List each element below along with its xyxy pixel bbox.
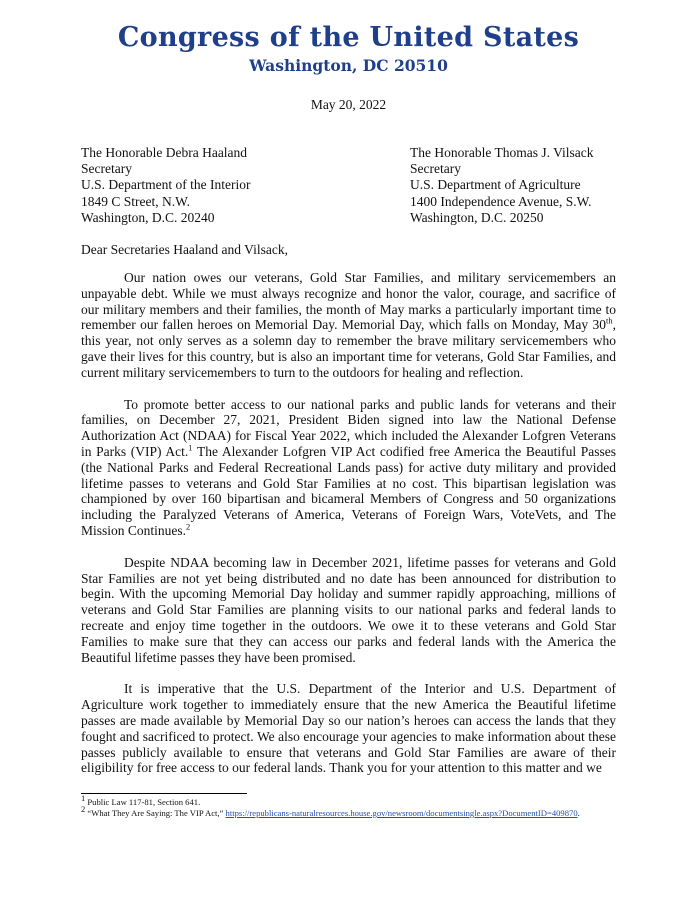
recipient-title: Secretary — [410, 161, 461, 177]
paragraph-text: The Alexander Lofgren VIP Act codified free America the Beautiful Passes (the National Parks and Federal Recreational Lands pass) for active duty military and provided lifetime passes to veterans and Gold Star Families at no cost. This bipartisan legislation was championed by over 160 bipartisan and bicameral Members of Congress and 50 organizations including the Paralyzed Veterans of America, Veterans of Foreign Wars, VoteVets, and The Mission Continues. — [81, 443, 616, 538]
paragraph-text: , this year, not only serves as a solemn day to remember the brave military servicemembers who gave their lives for this country, but is also an important time for veterans, Gold Star Families, and current military servicemembers to turn to the outdoors for healing and reflection. — [81, 317, 616, 380]
letterhead-title: Congress of the United States — [117, 22, 580, 53]
paragraph-1 — [81, 270, 616, 381]
recipient-title: Secretary — [81, 161, 132, 177]
recipient-address-left — [81, 145, 250, 226]
salutation: Dear Secretaries Haaland and Vilsack, — [81, 242, 288, 257]
footnote-text: “What They Are Saying: The VIP Act,” — [85, 808, 226, 818]
recipient-name: The Honorable Debra Haaland — [81, 145, 248, 160]
footnote-divider — [81, 793, 247, 794]
paragraph-2 — [81, 397, 616, 539]
paragraph-text: To promote better access to our national parks and public lands for veterans and their families, on December 27, 2021, President Biden signed into law the National Defense Authorization Act (NDAA) for Fiscal Year 2022, which included the Alexander Lofgren Veterans in Parks (VIP) Act. — [81, 396, 616, 459]
recipient-city: Washington, D.C. 20240 — [81, 209, 215, 225]
paragraph-4: It is imperative that the U.S. Department of the Interior and U.S. Department of Agriculture work together to immediately ensure that the new America the Beautiful lifetime passes are made available by Memorial Day so our nation’s heroes can access the lands that they fought and sacrificed to protect. We also encourage your agencies to make information about these passes publicly available to ensure that veterans and Gold Star Families are aware of their eligibility for free access to our federal lands. Thank you for your attention to this matter and we — [81, 681, 616, 776]
ordinal-suffix: th — [606, 315, 613, 326]
footnote-number: 1 — [81, 793, 86, 804]
letter-date: May 20, 2022 — [310, 97, 387, 112]
footnote-2 — [81, 804, 621, 819]
footnote-end: . — [577, 808, 580, 818]
footnote-link[interactable]: https://republicans-naturalresources.house.gov/newsroom/documentsingle.aspx?DocumentID=409870 — [225, 808, 578, 818]
recipient-city: Washington, D.C. 20250 — [410, 209, 544, 225]
footnotes — [81, 793, 621, 819]
letterhead-subtitle: Washington, DC 20510 — [249, 56, 448, 75]
paragraph-text: Our nation owes our veterans, Gold Star Families, and military servicemembers an unpayable debt. While we must always recognize and honor the valor, courage, and sacrifice of our military members and their families, the month of May marks a particularly important time to remember our fallen heroes on Memorial Day. Memorial Day, which falls on Monday, May 30 — [81, 270, 616, 333]
recipient-department: U.S. Department of Agriculture — [410, 177, 581, 193]
recipient-street: 1849 C Street, N.W. — [81, 193, 190, 209]
paragraph-3: Despite NDAA becoming law in December 2021, lifetime passes for veterans and Gold Star Families are not yet being distributed and no date has been announced for distribution to begin. With the upcoming Memorial Day holiday and summer rapidly approaching, millions of veterans and Gold Star Families are planning visits to our national parks and federal lands to recreate and enjoy time together in the outdoors. We owe it to these veterans and Gold Star Families to make sure that they can access our parks and federal lands with the America the Beautiful lifetime passes they have been promised. — [81, 554, 616, 665]
letter-body — [81, 270, 616, 792]
recipient-department: U.S. Department of the Interior — [81, 177, 251, 193]
footnote-text: Public Law 117-81, Section 641. — [85, 797, 201, 807]
footnote-ref-2[interactable]: 2 — [186, 521, 191, 532]
recipient-address-right — [410, 145, 594, 226]
footnote-1 — [81, 793, 621, 808]
recipient-name: The Honorable Thomas J. Vilsack — [410, 145, 594, 160]
recipient-street: 1400 Independence Avenue, S.W. — [410, 193, 592, 209]
footnote-ref-1[interactable]: 1 — [188, 442, 193, 453]
letterhead — [0, 20, 697, 76]
footnote-number: 2 — [81, 804, 86, 815]
